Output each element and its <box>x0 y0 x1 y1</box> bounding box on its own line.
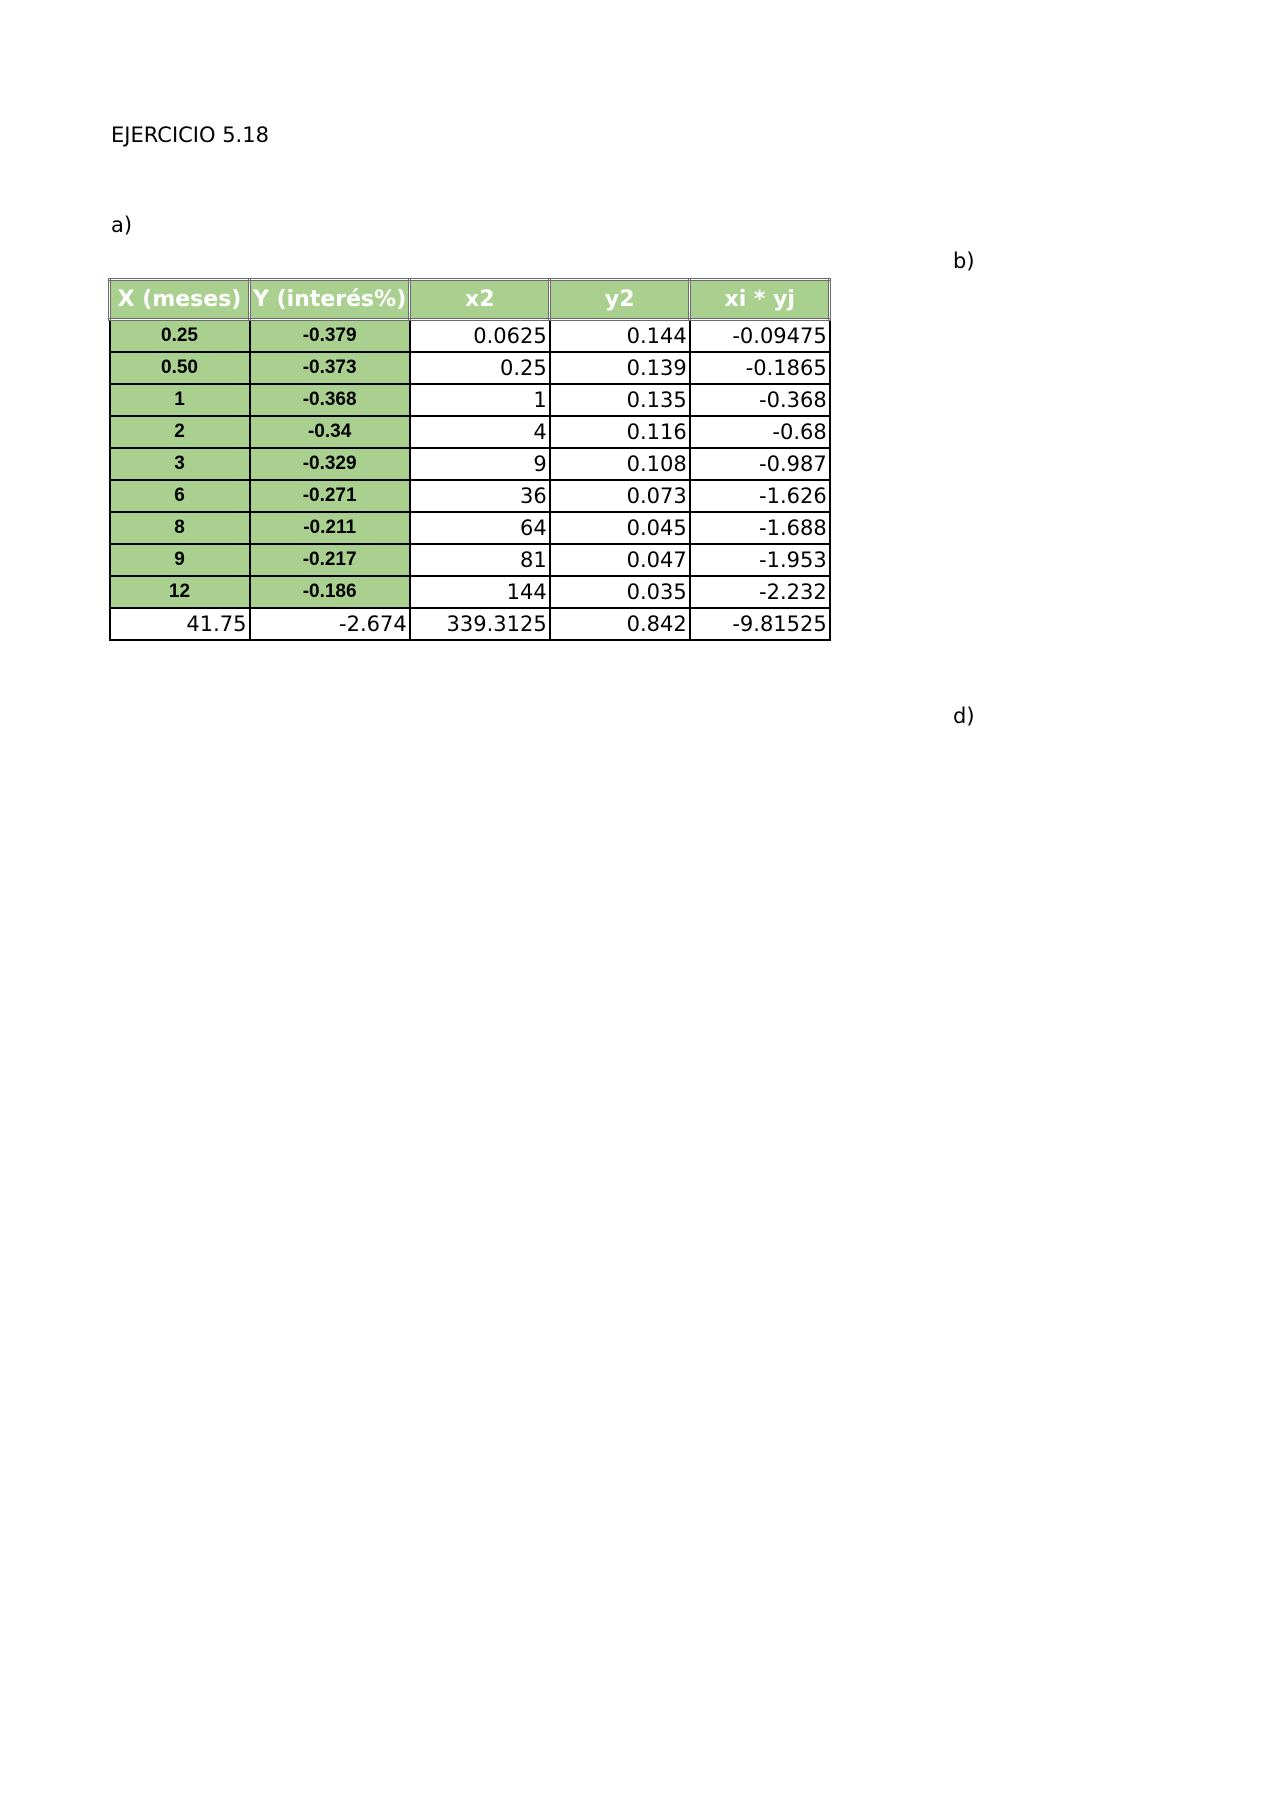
page-title: EJERCICIO 5.18 <box>111 123 269 147</box>
cell-y[interactable]: -0.217 <box>250 544 410 576</box>
cell-x[interactable]: 0.25 <box>110 320 250 352</box>
cell-y2[interactable]: 0.045 <box>550 512 690 544</box>
cell-x2[interactable]: 0.0625 <box>410 320 550 352</box>
cell-y[interactable]: -0.379 <box>250 320 410 352</box>
header-x-meses[interactable]: X (meses) <box>110 280 250 320</box>
cell-y2[interactable]: 0.144 <box>550 320 690 352</box>
total-y2[interactable]: 0.842 <box>550 608 690 640</box>
cell-x2[interactable]: 81 <box>410 544 550 576</box>
total-x2[interactable]: 339.3125 <box>410 608 550 640</box>
total-xy[interactable]: -9.81525 <box>690 608 830 640</box>
cell-x[interactable]: 12 <box>110 576 250 608</box>
cell-xy[interactable]: -0.09475 <box>690 320 830 352</box>
cell-y[interactable]: -0.368 <box>250 384 410 416</box>
cell-x[interactable]: 9 <box>110 544 250 576</box>
table-row <box>110 448 830 480</box>
cell-x2[interactable]: 0.25 <box>410 352 550 384</box>
cell-xy[interactable]: -0.368 <box>690 384 830 416</box>
total-x[interactable]: 41.75 <box>110 608 250 640</box>
cell-y[interactable]: -0.186 <box>250 576 410 608</box>
cell-y[interactable]: -0.211 <box>250 512 410 544</box>
header-y2[interactable]: y2 <box>550 280 690 320</box>
cell-x[interactable]: 3 <box>110 448 250 480</box>
cell-xy[interactable]: -2.232 <box>690 576 830 608</box>
table-row <box>110 480 830 512</box>
cell-x[interactable]: 6 <box>110 480 250 512</box>
cell-xy[interactable]: -1.688 <box>690 512 830 544</box>
cell-y[interactable]: -0.34 <box>250 416 410 448</box>
table-row <box>110 512 830 544</box>
cell-x2[interactable]: 4 <box>410 416 550 448</box>
cell-y2[interactable]: 0.035 <box>550 576 690 608</box>
cell-x2[interactable]: 9 <box>410 448 550 480</box>
cell-xy[interactable]: -0.68 <box>690 416 830 448</box>
header-xi-yj[interactable]: xi * yj <box>690 280 830 320</box>
cell-x[interactable]: 2 <box>110 416 250 448</box>
cell-x[interactable]: 0.50 <box>110 352 250 384</box>
section-label-d: d) <box>953 704 975 728</box>
table-row <box>110 320 830 352</box>
section-label-b: b) <box>953 249 975 273</box>
cell-x2[interactable]: 36 <box>410 480 550 512</box>
cell-y2[interactable]: 0.047 <box>550 544 690 576</box>
data-table <box>108 278 831 641</box>
cell-x[interactable]: 1 <box>110 384 250 416</box>
totals-row <box>110 608 830 640</box>
table-row <box>110 576 830 608</box>
cell-xy[interactable]: -1.626 <box>690 480 830 512</box>
cell-y[interactable]: -0.373 <box>250 352 410 384</box>
header-y-interes[interactable]: Y (interés%) <box>250 280 410 320</box>
header-x2[interactable]: x2 <box>410 280 550 320</box>
cell-y2[interactable]: 0.139 <box>550 352 690 384</box>
header-row <box>110 280 830 320</box>
section-label-a: a) <box>111 213 133 237</box>
table-row <box>110 352 830 384</box>
cell-xy[interactable]: -1.953 <box>690 544 830 576</box>
cell-xy[interactable]: -0.987 <box>690 448 830 480</box>
table-row <box>110 416 830 448</box>
cell-y2[interactable]: 0.116 <box>550 416 690 448</box>
cell-y2[interactable]: 0.135 <box>550 384 690 416</box>
table-row <box>110 384 830 416</box>
cell-y[interactable]: -0.271 <box>250 480 410 512</box>
cell-y2[interactable]: 0.108 <box>550 448 690 480</box>
total-y[interactable]: -2.674 <box>250 608 410 640</box>
cell-x2[interactable]: 144 <box>410 576 550 608</box>
cell-x2[interactable]: 64 <box>410 512 550 544</box>
cell-x[interactable]: 8 <box>110 512 250 544</box>
cell-x2[interactable]: 1 <box>410 384 550 416</box>
cell-y2[interactable]: 0.073 <box>550 480 690 512</box>
cell-y[interactable]: -0.329 <box>250 448 410 480</box>
cell-xy[interactable]: -0.1865 <box>690 352 830 384</box>
table-row <box>110 544 830 576</box>
